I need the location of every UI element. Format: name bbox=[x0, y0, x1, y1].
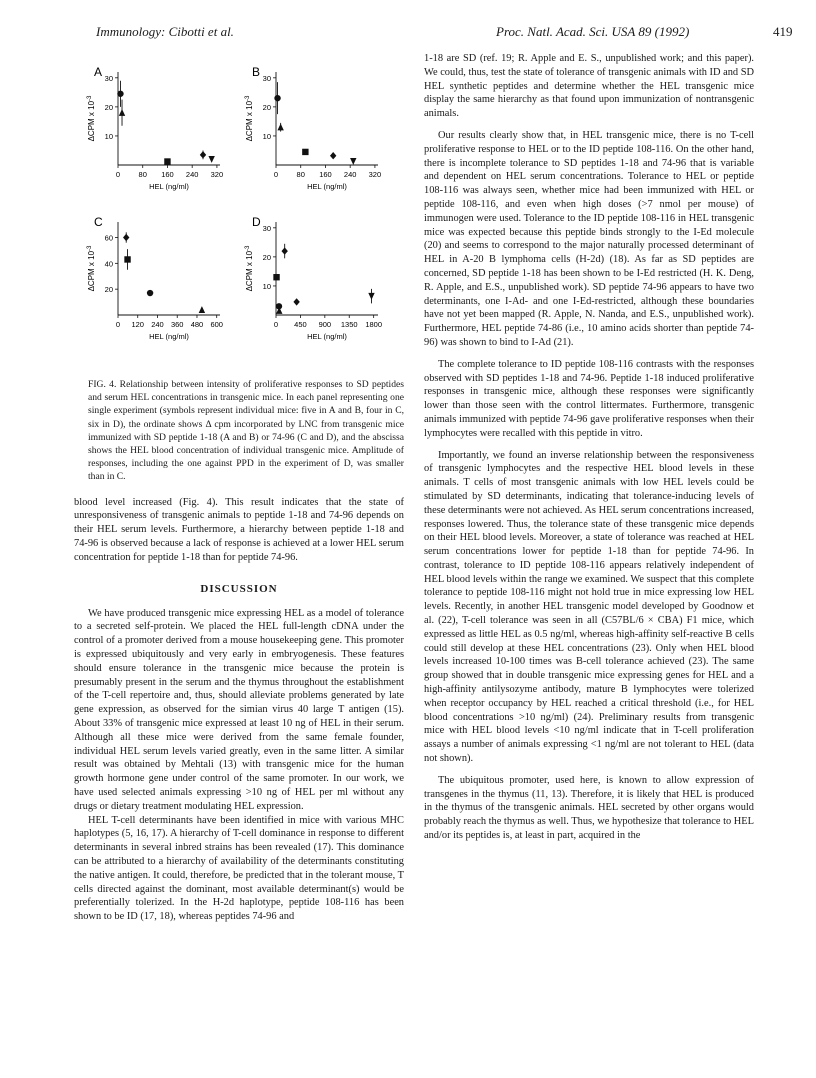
x-tick-label: 0 bbox=[115, 320, 121, 329]
marker-circle bbox=[117, 91, 123, 97]
x-tick-label: 160 bbox=[319, 170, 332, 179]
x-tick-label: 450 bbox=[294, 320, 307, 329]
x-tick-label: 360 bbox=[170, 320, 184, 329]
panel-a bbox=[74, 62, 232, 202]
marker-circle bbox=[147, 290, 153, 296]
marker-diamond bbox=[123, 234, 129, 241]
y-tick-label: 40 bbox=[104, 259, 113, 269]
figure-4 bbox=[74, 52, 404, 362]
chart-svg-a bbox=[74, 62, 232, 197]
journal-citation: Proc. Natl. Acad. Sci. USA 89 (1992) bbox=[496, 24, 690, 39]
marker-square bbox=[302, 149, 308, 155]
panel-d bbox=[232, 212, 390, 352]
y-axis-label-exponent: -3 bbox=[245, 245, 251, 251]
panel-letter: A bbox=[94, 65, 103, 79]
y-tick-label: 10 bbox=[262, 281, 271, 291]
y-axis-label: ΔCPM x $10^{-3}$ bbox=[245, 245, 254, 292]
x-tick-label: 0 bbox=[273, 170, 279, 179]
y-tick-label: 10 bbox=[104, 131, 113, 141]
marker-square bbox=[164, 158, 170, 164]
y-tick-label: 10 bbox=[262, 131, 271, 141]
data-points bbox=[123, 232, 205, 313]
x-tick-label: 80 bbox=[296, 170, 305, 179]
left-column bbox=[74, 52, 404, 924]
paragraph: blood level increased (Fig. 4). This result indicates that the state of unresponsiveness of transgenic animals to peptide 1-18 and 74-96 depends on their HEL serum levels. Furthermore, a hierarchy between peptide 1-18 and 74-96 is observed because a lack of response is achieved at a lower HEL serum concentration for peptide 1-18 than for peptide 74-96. bbox=[74, 496, 404, 563]
x-axis-label: HEL (ng/ml) bbox=[149, 332, 189, 341]
panel-letter: D bbox=[252, 215, 261, 229]
panel-letter: C bbox=[94, 215, 103, 229]
marker-diamond bbox=[281, 247, 287, 254]
marker-triangle bbox=[277, 124, 283, 131]
data-points bbox=[273, 244, 374, 314]
x-tick-label: 120 bbox=[131, 320, 144, 329]
paragraph: HEL T-cell determinants have been identified in mice with various MHC haplotypes (5, 16, 17). A hierarchy of T-cell dominance in response to different determinants in several inbred strains has been revealed (17). This dominance can be attributed to a hierarchy of availability of the determinants constituting the native antigen. It could, therefore, be predicted that in the tolerant mouse, T cells directed against the dominant, most available determinant(s) would be preferentially tolerized. In the H-2d haplotype, peptide 108-116 has been shown to be ID (17, 18), whereas peptides 74-96 and bbox=[74, 814, 404, 923]
paragraph: The complete tolerance to ID peptide 108-116 contrasts with the responses observed with SD peptides 1-18 and 74-96. Peptide 1-18 induced proliferative responses in transgenic mice, although these responses were significantly lower than those seen with the control littermates. Furthermore, transgenic animals immunized with peptide 74-96 gave proliferative responses when their lymphocytes were recalled with this peptide in vitro. bbox=[424, 358, 754, 439]
paragraph: The ubiquitous promoter, used here, is known to allow expression of transgenes in the thymus (11, 13). Therefore, it is likely that HEL is produced in the thymus of the transgenic animals. HEL secreted by other organs would probably reach the thymus as well. Thus, we hypothesize that tolerance to HEL and/or its peptides is, at least in part, acquired in the bbox=[424, 774, 754, 842]
x-tick-label: 0 bbox=[273, 320, 279, 329]
y-tick-label: 30 bbox=[104, 73, 113, 83]
x-tick-label: 1800 bbox=[365, 320, 383, 329]
marker-diamond bbox=[330, 152, 336, 159]
y-tick-label: 30 bbox=[262, 73, 271, 83]
marker-triangle-down bbox=[208, 156, 214, 163]
data-points bbox=[117, 81, 215, 165]
x-tick-label: 80 bbox=[138, 170, 147, 179]
marker-circle bbox=[274, 95, 280, 101]
y-tick-label: 20 bbox=[262, 102, 271, 112]
y-tick-label: 20 bbox=[262, 252, 271, 262]
marker-diamond bbox=[293, 298, 299, 305]
marker-triangle bbox=[119, 109, 125, 116]
y-axis-label-exponent: -3 bbox=[245, 95, 251, 101]
x-axis-label: HEL (ng/ml) bbox=[307, 182, 347, 191]
paragraph: Importantly, we found an inverse relationship between the responsiveness of transgenic lymphocytes and the respective HEL blood levels in these animals. T cells of most transgenic animals with low HEL levels could be stimulated by SD determinants, indicating that tolerance-inducing levels of these determinants were not achieved. As HEL serum concentrations increased, responses lowered. Thus, the tolerance state of these transgenic mice depends on their HEL blood levels. Moreover, a state of tolerance was reached at HEL serum concentrations lower for peptide 1-18 than for peptide 74-96. In contrast, tolerance to ID peptide 108-116 appears relatively independent of HEL blood levels within the range we examined. We suspect that this complete tolerance to peptide 108-116 might not hold true in mice expressing low HEL levels. Recently, in another HEL transgenic model developed by Goodnow et al. (22), T-cell tolerance was seen in all (C57BL/6 × CBA) F1 mice, which expressed as little HEL as 0.5 ng/ml, whereas high-affinity self-reactive B cells could still develop at these HEL concentrations (23). Only when HEL blood levels increased 10-100 times was B-cell tolerance achieved (23). The same group showed that in double transgenic mice expressing genes for HEL and a high-affinity antilysozyme antibody, mature B lymphocytes were tolerized when receptor occupancy by HEL reached a critical threshold (i.e., for HEL blood concentrations >10 ng/ml) (24). Preliminary results from transgenic mice with HEL blood levels <10 ng/ml indicate that in T-cell proliferation assays a number of animals expressing <1 ng/ml are not tolerant to HEL (data not shown). bbox=[424, 449, 754, 765]
paragraph: Our results clearly show that, in HEL transgenic mice, there is no T-cell proliferative response to HEL or to the ID peptide 108-116. On the other hand, there is incomplete tolerance to SD peptides 1-18 and 74-96 that is variable and dependent on HEL serum concentrations. Tolerance to HEL or peptide 108-116 was always seen, whether mice had been immunized with HEL or peptide 108-116, and even when high doses (>7 nmol per mouse) of immunogen were used. Tolerance to the ID peptide 108-116 in HEL transgenic mice was expected because this peptide binds strongly to the I-Ed molecule (20) and seems to correspond to the major naturally processed determinant of HEL in A-20 B lymphoma cells (H-2d) (18). As far as SD peptides are concerned, SD peptide 1-18 has been shown to be I-Ed restricted (H. K. Deng, R. Apple, and E.S., unpublished work). SD peptide 74-96 appears to have two determinants, one I-Ad- and one I-Ed-restricted, although these boundaries have not yet been mapped (R. Apple, N. Nanda, and E.S., unpublished work). Furthermore, HEL peptide 74-86 (i.e., 10 amino acids shorter than peptide 74-96) was shown to bind to I-Ad (21). bbox=[424, 129, 754, 348]
chart-svg-c bbox=[74, 212, 232, 347]
y-axis-label-exponent: -3 bbox=[87, 245, 93, 251]
x-tick-label: 900 bbox=[318, 320, 332, 329]
chart-svg-d bbox=[232, 212, 390, 347]
panel-b bbox=[232, 62, 390, 202]
y-axis-label: ΔCPM x $10^{-3}$ bbox=[87, 95, 96, 142]
paragraph: We have produced transgenic mice expressing HEL as a model of tolerance to a secreted self-protein. We placed the HEL full-length cDNA under the control of a promoter derived from a mouse housekeeping gene. This promoter is expressed ubiquitously and very early in embryogenesis. These features should ensure tolerance in the transgenic mice because the protein is presumably present in the serum and the thymus throughout the establishment of the T-cell repertoire and, thus, should alleviate problems generated by late gene expression, as observed for the simian virus 40 large T antigen (15). About 33% of transgenic mice expressed at least 10 ng of HEL in their serum. Although all these mice were derived from the same female founder, individual HEL serum levels varied greatly, even in the same litter. A similar result was obtained by Mehtali (13) with transgenic mice for the human growth hormone gene under control of the same promoter. In our work, we have used selected animals expressing >10 ng of HEL per ml without any drugs or dietary treatment modulating HEL expression. bbox=[74, 607, 404, 812]
paragraph: 1-18 are SD (ref. 19; R. Apple and E. S., unpublished work; and this paper). We could, thus, test the state of tolerance of transgenic animals with ID and SD HEL synthetic peptides and determine whether the HEL transgenic mice display the same hierarchy as that found upon immunization of nontransgenic animals. bbox=[424, 53, 754, 120]
chart-svg-b bbox=[232, 62, 390, 197]
marker-square bbox=[273, 274, 279, 280]
marker-square bbox=[124, 256, 130, 262]
page-number: 419 bbox=[773, 24, 793, 39]
figure-caption bbox=[74, 378, 404, 484]
y-axis-label: ΔCPM x $10^{-3}$ bbox=[87, 245, 96, 292]
x-tick-label: 240 bbox=[185, 170, 199, 179]
marker-triangle bbox=[199, 306, 205, 313]
y-tick-label: 20 bbox=[104, 102, 113, 112]
y-axis-label: ΔCPM x $10^{-3}$ bbox=[245, 95, 254, 142]
x-tick-label: 0 bbox=[115, 170, 121, 179]
panel-letter: B bbox=[252, 65, 261, 79]
running-head-authors: Immunology: Cibotti et al. bbox=[96, 24, 234, 39]
x-axis-label: HEL (ng/ml) bbox=[149, 182, 189, 191]
right-column bbox=[424, 52, 754, 843]
x-tick-label: 240 bbox=[343, 170, 357, 179]
y-tick-label: 60 bbox=[104, 233, 113, 243]
running-head-journal bbox=[496, 24, 793, 40]
x-tick-label: 1350 bbox=[340, 320, 358, 329]
marker-triangle-down bbox=[368, 293, 374, 300]
marker-triangle-down bbox=[350, 158, 356, 165]
section-heading-discussion: DISCUSSION bbox=[200, 582, 278, 595]
x-tick-label: 160 bbox=[161, 170, 174, 179]
y-axis-label-exponent: -3 bbox=[87, 95, 93, 101]
marker-diamond bbox=[200, 151, 206, 158]
data-points bbox=[274, 82, 356, 165]
x-tick-label: 600 bbox=[210, 320, 223, 329]
x-tick-label: 240 bbox=[151, 320, 164, 329]
y-tick-label: 20 bbox=[104, 285, 113, 295]
x-tick-label: 320 bbox=[210, 170, 224, 179]
panel-c bbox=[74, 212, 232, 352]
y-tick-label: 30 bbox=[262, 223, 271, 233]
x-tick-label: 480 bbox=[190, 320, 204, 329]
x-tick-label: 320 bbox=[368, 170, 382, 179]
caption-text: Relationship between intensity of proliferative responses to SD peptides and serum HEL concentrations in transgenic mice. In each panel representing one single experiment (symbols represent individual mice: five in A and B, four in C, six in D), the ordinate shows Δ cpm incorporated by LNC from transgenic mice immunized with SD peptide 1-18 (A and B) or 74-96 (C and D), and the abscissa shows the HEL blood concentration of individual transgenic mice. Amplitude of responses, including the one against PPD in the experiment of D, was smaller than in C. bbox=[88, 379, 404, 483]
caption-label: FIG. 4. bbox=[88, 379, 117, 390]
x-axis-label: HEL (ng/ml) bbox=[307, 332, 347, 341]
